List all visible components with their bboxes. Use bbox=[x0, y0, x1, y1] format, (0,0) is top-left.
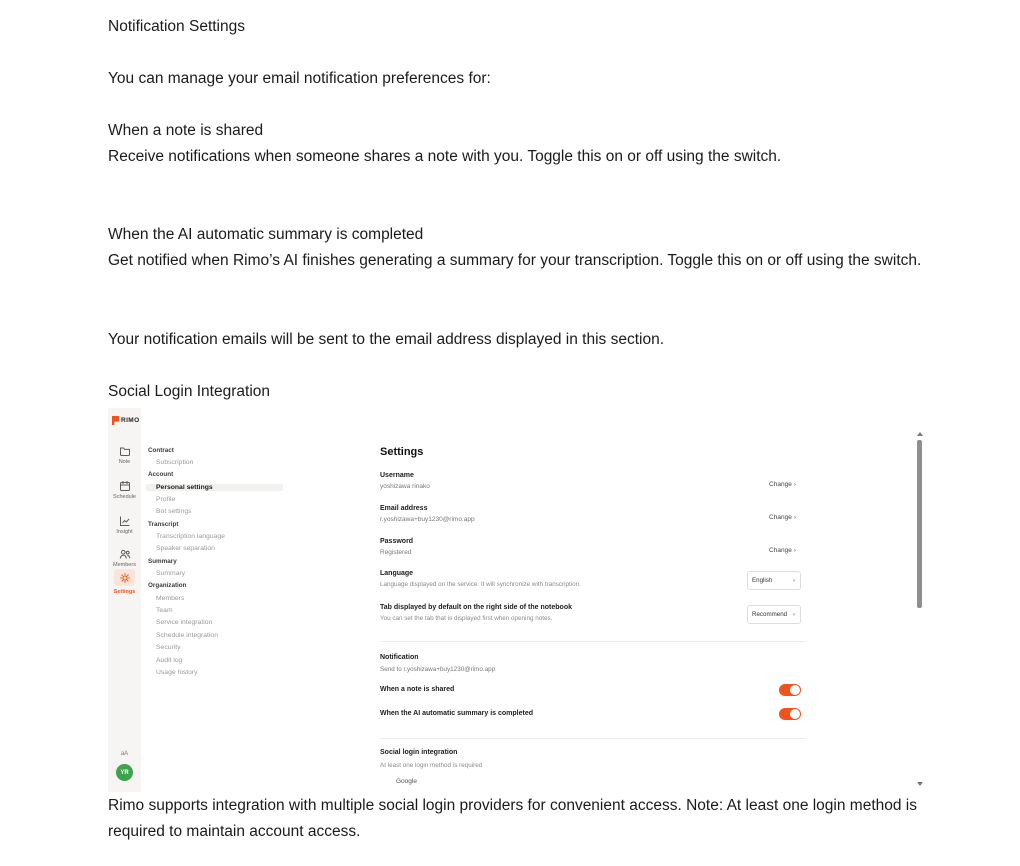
default-tab-select-value: Recommend bbox=[752, 611, 788, 618]
nav-header-contract: Contract bbox=[148, 446, 174, 454]
settings-screenshot bbox=[108, 408, 925, 792]
doc-item-ai-summary bbox=[108, 222, 923, 274]
chevron-right-icon: › bbox=[793, 481, 796, 488]
rail-label-settings: Settings bbox=[113, 589, 136, 595]
ai-summary-toggle[interactable] bbox=[779, 708, 801, 720]
setting-row-email bbox=[380, 505, 806, 523]
scroll-down-arrow-icon[interactable] bbox=[917, 782, 923, 786]
doc-item2-title: When the AI automatic summary is completed bbox=[108, 226, 424, 243]
nav-item-speaker-separation[interactable]: Speaker separation bbox=[156, 545, 215, 553]
language-select[interactable] bbox=[747, 571, 801, 590]
nav-item-summary[interactable]: Summary bbox=[156, 570, 186, 578]
language-label: Language bbox=[380, 570, 414, 577]
folder-icon bbox=[119, 445, 131, 457]
nav-item-schedule-integration[interactable]: Schedule integration bbox=[156, 631, 218, 639]
doc-outro: Rimo supports integration with multiple social login providers for convenient access. Note: At least one login method is required to maintain account access. bbox=[108, 797, 917, 840]
language-desc: Language displayed on the service. It will synchronize with transcription. bbox=[380, 581, 581, 588]
rimo-logo[interactable] bbox=[112, 416, 140, 425]
rail-label-schedule: Schedule bbox=[113, 494, 136, 500]
doc-item2-body: Get notified when Rimo’s AI finishes generating a summary for your transcription. Toggle this on or off using the switch. bbox=[108, 252, 922, 269]
nav-item-transcription-language[interactable]: Transcription language bbox=[156, 533, 225, 541]
toggle-knob bbox=[790, 709, 800, 719]
nav-item-bot-settings[interactable]: Bot settings bbox=[156, 508, 192, 516]
rail-item-schedule[interactable] bbox=[108, 480, 141, 500]
nav-item-subscription[interactable]: Subscription bbox=[156, 459, 194, 467]
default-tab-select[interactable] bbox=[747, 605, 801, 624]
language-select-value: English bbox=[752, 577, 773, 584]
change-label: Change bbox=[769, 547, 792, 554]
nav-item-usage-history[interactable]: Usage history bbox=[156, 668, 198, 676]
settings-sidenav bbox=[141, 444, 301, 679]
password-value: Registered bbox=[380, 549, 412, 556]
setting-row-default-tab bbox=[380, 604, 806, 622]
people-icon bbox=[119, 548, 131, 560]
username-value: yoshizawa rinako bbox=[380, 483, 430, 490]
rail-label-insight: Insight bbox=[116, 529, 133, 535]
notification-send-to: Send to r.yoshizawa+buy1230@rimo.app bbox=[380, 666, 496, 673]
default-tab-label: Tab displayed by default on the right side of the notebook bbox=[380, 604, 572, 611]
rail-label-note: Note bbox=[118, 459, 131, 465]
password-label: Password bbox=[380, 538, 414, 545]
rail-item-settings[interactable] bbox=[108, 569, 141, 595]
nav-header-summary: Summary bbox=[148, 557, 177, 565]
scrollbar-thumb[interactable] bbox=[917, 440, 922, 608]
nav-item-service-integration[interactable]: Service integration bbox=[156, 619, 213, 627]
doc-intro: You can manage your email notification preferences for: bbox=[108, 70, 491, 87]
doc-heading-notification-settings: Notification Settings bbox=[108, 18, 245, 35]
chevron-down-icon: ∨ bbox=[791, 578, 796, 583]
toggle-row-note-shared bbox=[380, 686, 806, 693]
icon-rail bbox=[108, 408, 141, 792]
setting-row-password bbox=[380, 538, 806, 556]
setting-row-username bbox=[380, 472, 806, 490]
rail-label-members: Members bbox=[113, 562, 136, 568]
chevron-right-icon: › bbox=[793, 547, 796, 554]
social-provider-google[interactable]: Google bbox=[396, 778, 417, 785]
user-avatar[interactable]: YR bbox=[116, 764, 133, 781]
email-label: Email address bbox=[380, 505, 428, 512]
password-change-button[interactable] bbox=[769, 547, 796, 554]
nav-item-personal-settings[interactable]: Personal settings bbox=[146, 484, 283, 491]
scroll-up-arrow-icon[interactable] bbox=[917, 432, 923, 436]
social-login-section-title: Social login integration bbox=[380, 749, 458, 756]
note-shared-label: When a note is shared bbox=[380, 686, 455, 693]
calendar-icon bbox=[119, 480, 131, 492]
ai-summary-label: When the AI automatic summary is completed bbox=[380, 710, 533, 717]
chevron-down-icon: ∨ bbox=[791, 612, 796, 617]
language-icon[interactable]: aA bbox=[120, 751, 129, 757]
notification-section-title: Notification bbox=[380, 654, 419, 661]
nav-item-members[interactable]: Members bbox=[156, 594, 185, 602]
doc-item-note-shared bbox=[108, 118, 923, 170]
username-label: Username bbox=[380, 472, 414, 479]
doc-note: Your notification emails will be sent to the email address displayed in this section. bbox=[108, 331, 665, 348]
change-label: Change bbox=[769, 514, 792, 521]
change-label: Change bbox=[769, 481, 792, 488]
social-login-desc: At least one login method is required bbox=[380, 762, 483, 769]
toggle-knob bbox=[790, 685, 800, 695]
nav-item-security[interactable]: Security bbox=[156, 644, 181, 652]
rail-item-members[interactable] bbox=[108, 548, 141, 568]
section-divider bbox=[380, 738, 806, 739]
brand-name: RIMO bbox=[121, 417, 140, 424]
rimo-flag-icon bbox=[112, 416, 119, 425]
section-divider bbox=[380, 641, 806, 642]
settings-icon-box bbox=[114, 569, 135, 586]
gear-icon bbox=[119, 572, 131, 584]
setting-row-language bbox=[380, 570, 806, 588]
nav-item-team[interactable]: Team bbox=[156, 607, 173, 615]
note-shared-toggle[interactable] bbox=[779, 684, 801, 696]
nav-item-audit-log[interactable]: Audit log bbox=[156, 656, 183, 664]
default-tab-desc: You can set the tab that is displayed first when opening notes. bbox=[380, 615, 553, 622]
nav-item-profile[interactable]: Profile bbox=[156, 496, 176, 504]
settings-page-title: Settings bbox=[380, 446, 424, 458]
chart-icon bbox=[119, 515, 131, 527]
nav-header-organization: Organization bbox=[148, 582, 187, 590]
rail-item-insight[interactable] bbox=[108, 515, 141, 535]
scrollbar bbox=[916, 430, 924, 790]
email-change-button[interactable] bbox=[769, 514, 796, 521]
rail-item-note[interactable] bbox=[108, 445, 141, 465]
nav-header-account: Account bbox=[148, 471, 174, 479]
doc-item1-title: When a note is shared bbox=[108, 122, 264, 139]
username-change-button[interactable] bbox=[769, 481, 796, 488]
chevron-right-icon: › bbox=[793, 514, 796, 521]
nav-header-transcript: Transcript bbox=[148, 520, 179, 528]
toggle-row-ai-summary bbox=[380, 710, 806, 717]
doc-item1-body: Receive notifications when someone shares a note with you. Toggle this on or off using the switch. bbox=[108, 148, 782, 165]
email-value: r.yoshizawa+buy1230@rimo.app bbox=[380, 516, 475, 523]
doc-heading-social-login: Social Login Integration bbox=[108, 383, 271, 400]
